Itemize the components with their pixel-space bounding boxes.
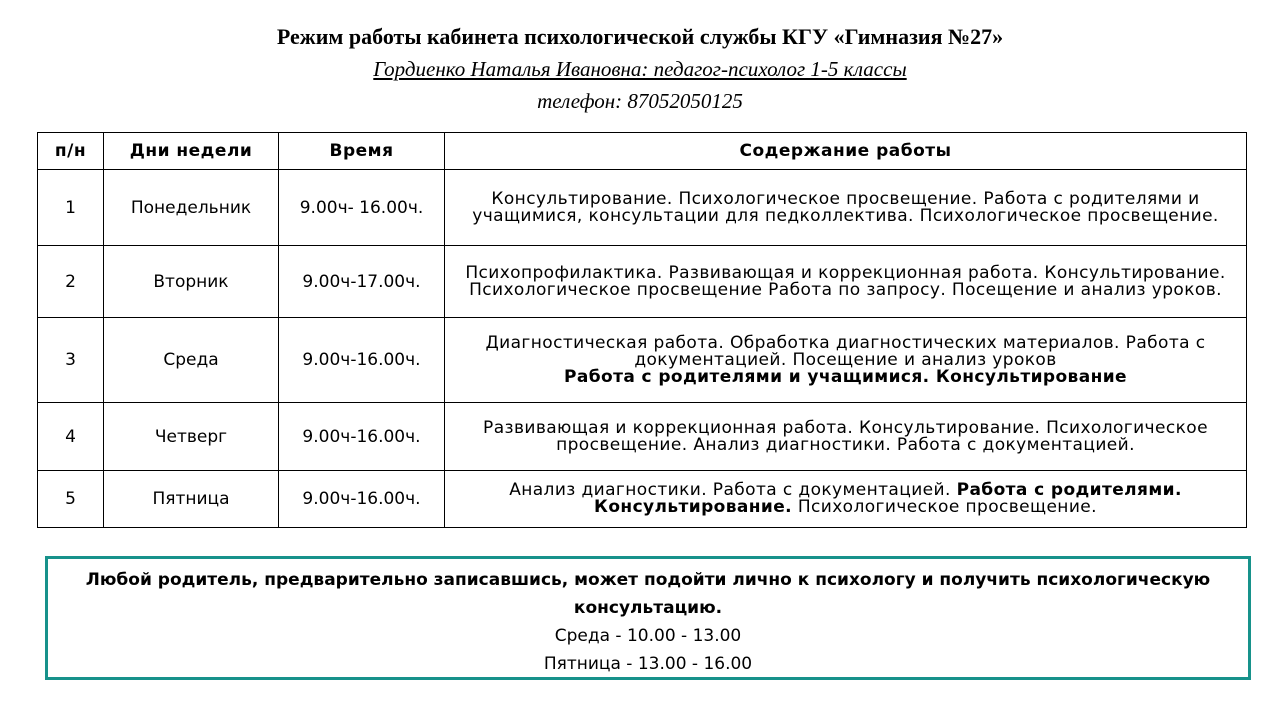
content-segment: Анализ диагностики. Работа с документацией. — [509, 480, 951, 500]
table-row — [38, 246, 1247, 318]
row-day: Вторник — [104, 246, 279, 318]
row-number: 4 — [38, 403, 104, 471]
row-number: 1 — [38, 170, 104, 246]
row-content — [445, 318, 1247, 403]
column-header-content: Содержание работы — [445, 133, 1247, 170]
row-number: 5 — [38, 471, 104, 528]
column-header-number: п/н — [38, 133, 104, 170]
table-row — [38, 170, 1247, 246]
row-time: 9.00ч-17.00ч. — [279, 246, 445, 318]
row-content — [445, 471, 1247, 528]
column-header-time: Время — [279, 133, 445, 170]
row-number: 2 — [38, 246, 104, 318]
schedule-table — [37, 132, 1247, 528]
row-time: 9.00ч- 16.00ч. — [279, 170, 445, 246]
row-time: 9.00ч-16.00ч. — [279, 318, 445, 403]
row-day: Четверг — [104, 403, 279, 471]
row-content — [445, 170, 1247, 246]
row-time: 9.00ч-16.00ч. — [279, 471, 445, 528]
row-content — [445, 403, 1247, 471]
row-number: 3 — [38, 318, 104, 403]
row-day: Пятница — [104, 471, 279, 528]
content-segment: Психопрофилактика. Развивающая и коррекционная работа. Консультирование. Психологическое просвещение Работа по запросу. Посещение и анализ уроков. — [465, 262, 1226, 300]
header — [0, 22, 1280, 116]
row-day: Понедельник — [104, 170, 279, 246]
content-segment: Диагностическая работа. Обработка диагностических материалов. Работа с документацией. Посещение и анализ уроков — [485, 332, 1206, 370]
table-header-row — [38, 133, 1247, 170]
content-segment: Психологическое просвещение. — [797, 497, 1097, 517]
note-wednesday-hours: Среда - 10.00 - 13.00 — [554, 626, 742, 646]
row-content — [445, 246, 1247, 318]
table-row — [38, 318, 1247, 403]
table-row — [38, 471, 1247, 528]
content-segment-bold: Работа с родителями и учащимися. Консультирование — [564, 366, 1127, 387]
column-header-day: Дни недели — [104, 133, 279, 170]
content-segment-bold: Работа с родителями. Консультирование. — [594, 480, 1182, 517]
table-row — [38, 403, 1247, 471]
content-segment: Развивающая и коррекционная работа. Консультирование. Психологическое просвещение. Анализ диагностики. Работа с документацией. — [483, 417, 1208, 455]
note-main-text: Любой родитель, предварительно записавшись, может подойти лично к психологу и получить психологическую консультацию. — [85, 570, 1211, 618]
row-day: Среда — [104, 318, 279, 403]
page-title: Режим работы кабинета психологической службы КГУ «Гимназия №27» — [276, 24, 1004, 49]
psychologist-name: Гордиенко Наталья Ивановна: педагог-психолог 1-5 классы — [373, 57, 907, 81]
phone-number: телефон: 87052050125 — [537, 89, 743, 113]
note-friday-hours: Пятница - 13.00 - 16.00 — [543, 654, 753, 674]
row-time: 9.00ч-16.00ч. — [279, 403, 445, 471]
content-segment: Консультирование. Психологическое просвещение. Работа с родителями и учащимися, консультации для педколлектива. Психологическое просвещение. — [472, 188, 1219, 226]
consultation-note — [45, 556, 1251, 680]
